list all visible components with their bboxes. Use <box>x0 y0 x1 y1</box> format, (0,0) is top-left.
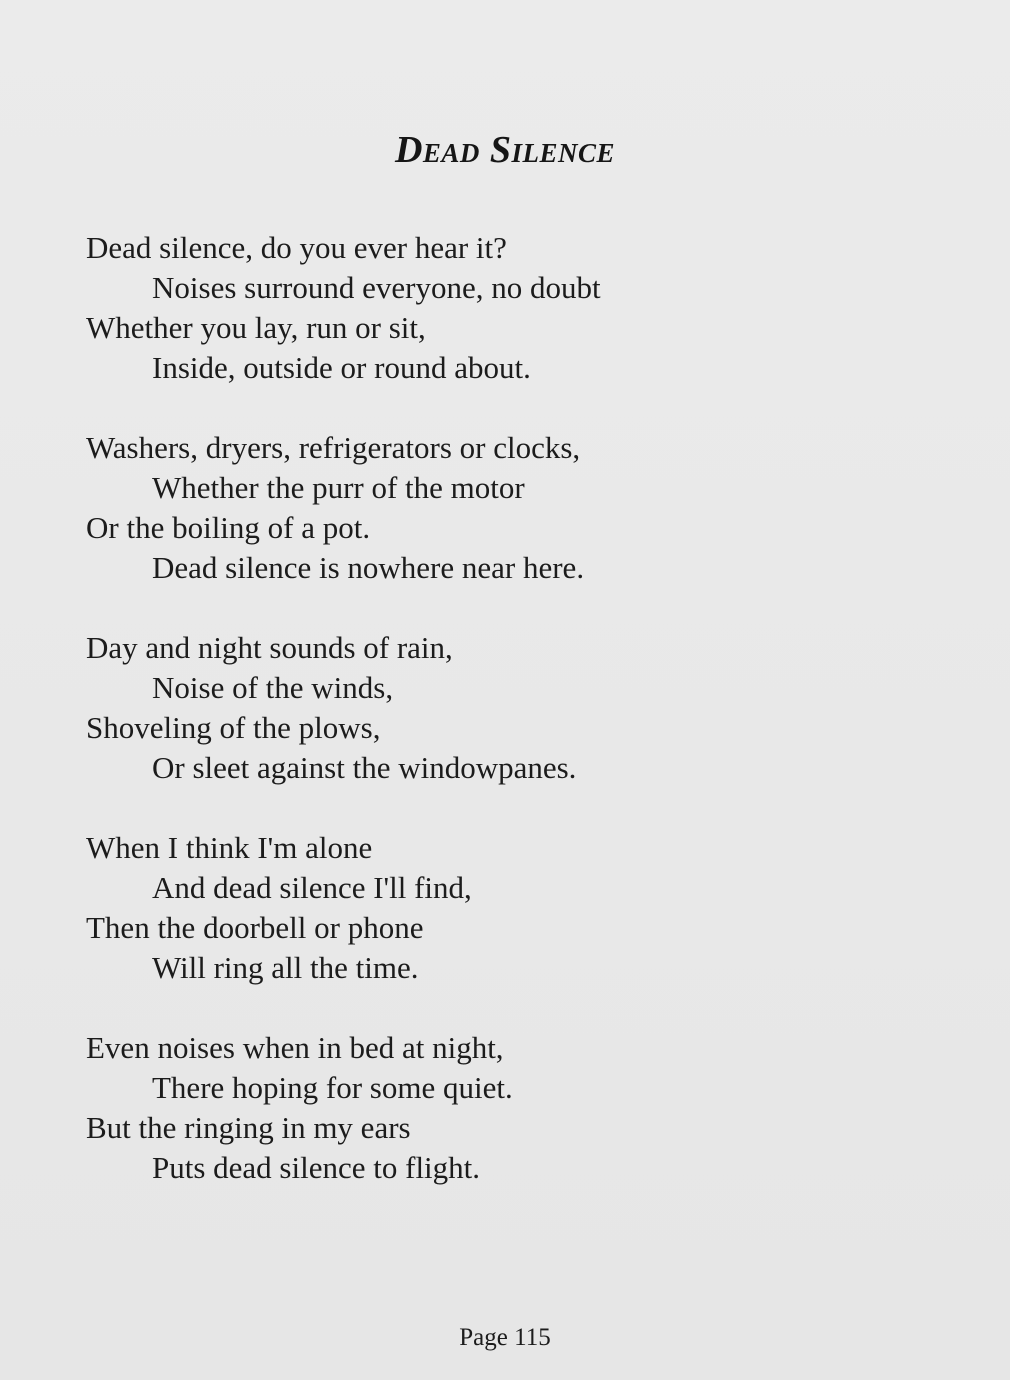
stanza-2 <box>86 428 946 588</box>
poem-line: Dead silence, do you ever hear it? <box>86 230 507 265</box>
poem-line: Whether the purr of the motor <box>152 470 525 505</box>
poem-line: When I think I'm alone <box>86 830 373 865</box>
poem-line: Puts dead silence to flight. <box>152 1150 481 1185</box>
poem-line: Or the boiling of a pot. <box>86 510 371 545</box>
poem-line: Washers, dryers, refrigerators or clocks, <box>86 430 581 465</box>
poem-line: There hoping for some quiet. <box>152 1070 513 1105</box>
poem-line: Noise of the winds, <box>152 670 394 705</box>
page-number: Page 115 <box>459 1324 551 1351</box>
poem-line: Or sleet against the windowpanes. <box>152 750 577 785</box>
poem-line: Dead silence is nowhere near here. <box>152 550 585 585</box>
stanza-1 <box>86 228 946 388</box>
poem-line: And dead silence I'll find, <box>152 870 472 905</box>
stanza-5 <box>86 1028 946 1188</box>
poem-line: Inside, outside or round about. <box>152 350 531 385</box>
poem-line: Shoveling of the plows, <box>86 710 381 745</box>
poem-line: Day and night sounds of rain, <box>86 630 453 665</box>
poem-body <box>86 228 946 1228</box>
poem-line: Noises surround everyone, no doubt <box>152 270 601 305</box>
poem-line: Will ring all the time. <box>152 950 419 985</box>
poem-line: Even noises when in bed at night, <box>86 1030 504 1065</box>
stanza-3 <box>86 628 946 788</box>
poem-line: But the ringing in my ears <box>86 1110 411 1145</box>
stanza-4 <box>86 828 946 988</box>
poem-line: Whether you lay, run or sit, <box>86 310 426 345</box>
poem-title: Dead Silence <box>394 129 616 171</box>
poem-line: Then the doorbell or phone <box>86 910 424 945</box>
